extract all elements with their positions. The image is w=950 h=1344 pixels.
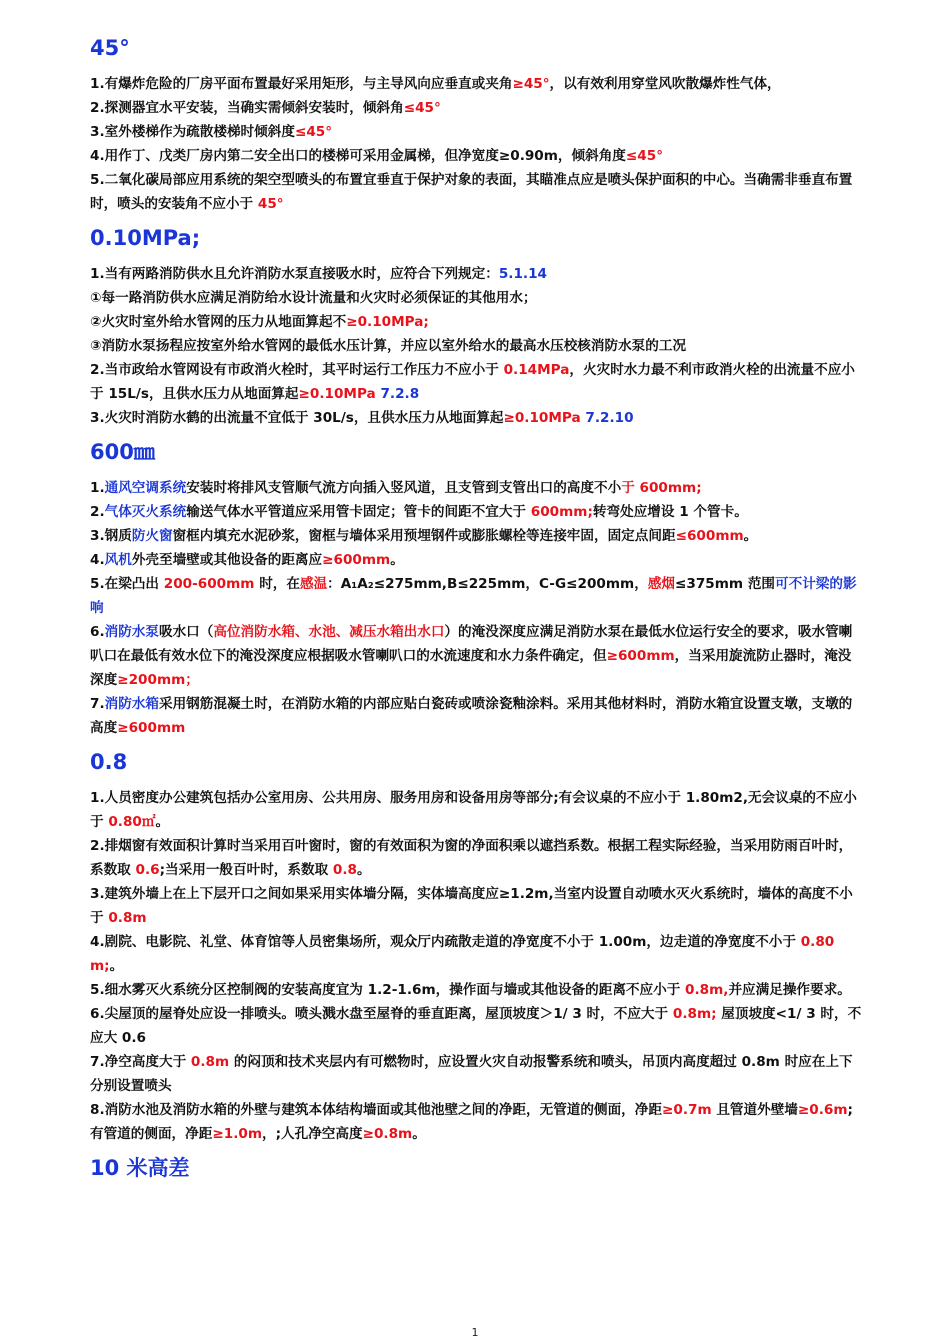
highlight-blue: 消防水箱 <box>104 696 159 712</box>
paragraph <box>90 930 862 978</box>
text-segment: 6.尖屋顶的屋脊处应设一排喷头。喷头溅水盘至屋脊的垂直距离，屋顶坡度＞1/ 3 时，不应大于 <box>90 1006 673 1022</box>
paragraph <box>90 168 862 216</box>
paragraph <box>90 620 862 692</box>
paragraph <box>90 786 862 834</box>
paragraph <box>90 310 862 334</box>
paragraph <box>90 406 862 430</box>
paragraph <box>90 524 862 548</box>
highlight-blue: 7.2.8 <box>375 386 420 402</box>
text-segment: 8.消防水池及消防水箱的外壁与建筑本体结构墙面或其他池壁之间的净距，无管道的侧面，净距 <box>90 1102 662 1118</box>
section-heading: 0.8 <box>90 750 128 774</box>
document-content <box>90 30 862 1192</box>
highlight-red: 0.80㎡ <box>108 814 156 830</box>
paragraph <box>90 1050 862 1098</box>
highlight-red: 0.80m; <box>90 934 835 974</box>
text-segment: 7. <box>90 696 105 712</box>
text-segment: 2.探测器宜水平安装，当确实需倾斜安装时，倾斜角 <box>90 100 404 116</box>
highlight-red: 0.8m <box>108 910 147 926</box>
paragraph <box>90 358 862 406</box>
paragraph <box>90 72 862 96</box>
paragraph <box>90 334 862 358</box>
paragraph <box>90 548 862 572</box>
highlight-red: ≥0.10MPa <box>298 386 376 402</box>
highlight-blue: 气体灭火系统 <box>104 504 187 520</box>
text-segment: 安装时将排风支管顺气流方向插入竖风道，且支管到支管出口的高度不小 <box>186 480 622 496</box>
highlight-red: ≥600mm <box>606 648 675 664</box>
paragraph <box>90 96 862 120</box>
text-segment: 2. <box>90 504 105 520</box>
text-segment: 1.当有两路消防供水且允许消防水泵直接吸水时，应符合下列规定： <box>90 266 499 282</box>
text-segment: 4. <box>90 552 105 568</box>
highlight-red: ≥0.7m <box>661 1102 712 1118</box>
text-segment: 4.剧院、电影院、礼堂、体育馆等人员密集场所，观众厅内疏散走道的净宽度不小于 1.00m，边走道的净宽度不小于 <box>90 934 801 950</box>
text-segment: ，当采用旋流防止器时，淹没深度 <box>90 648 852 688</box>
section <box>90 224 862 430</box>
paragraph <box>90 1002 862 1050</box>
text-segment: 5.在梁凸出 <box>90 576 164 592</box>
highlight-blue: 防火窗 <box>131 528 173 544</box>
highlight-red: ≥1.0m <box>212 1126 262 1142</box>
text-segment: 1.人员密度办公建筑包括办公室用房、公共用房、服务用房和设备用房等部分;有会议桌的不应小于 1.80m2,无会议桌的不应小于 <box>90 790 857 830</box>
text-segment: 3.建筑外墙上在上下层开口之间如果采用实体墙分隔，实体墙高度应≥1.2m,当室内设置自动喷水灭火系统时，墙体的高度不小于 <box>90 886 853 926</box>
highlight-red: ≤45° <box>625 148 664 164</box>
highlight-blue: 消防水泵 <box>104 624 159 640</box>
text-segment: ≤375mm 范围 <box>675 576 776 592</box>
highlight-red: ≤600mm <box>675 528 744 544</box>
highlight-red: 0.8 <box>332 862 357 878</box>
text-segment: 5.二氧化碳局部应用系统的架空型喷头的布置宜垂直于保护对象的表面，其瞄准点应是喷头保护面积的中心。当确需非垂直布置时，喷头的安装角不应小于 <box>90 172 853 212</box>
text-segment: 1. <box>90 480 105 496</box>
paragraph <box>90 692 862 740</box>
highlight-red: ≥0.6m <box>797 1102 848 1118</box>
text-segment: 5.细水雾灭火系统分区控制阀的安装高度宜为 1.2-1.6m，操作面与墙或其他设备的距离不应小于 <box>90 982 686 998</box>
section-heading: 45° <box>90 36 130 60</box>
paragraph <box>90 286 862 310</box>
text-segment: 2.排烟窗有效面积计算时当采用百叶窗时，窗的有效面积为窗的净面积乘以遮挡系数。根据工程实际经验，当采用防雨百叶时，系数取 <box>90 838 853 878</box>
highlight-red: ≥0.10MPa; <box>346 314 429 330</box>
text-segment: 的闷顶和技术夹层内有可燃物时，应设置火灾自动报警系统和喷头，吊顶内高度超过 0.8m 时应在上下分别设置喷头 <box>90 1054 853 1094</box>
highlight-red: 0.14MPa <box>503 362 570 378</box>
highlight-red: ≥0.8m <box>362 1126 413 1142</box>
text-segment: 时，在 <box>254 576 300 592</box>
paragraph <box>90 476 862 500</box>
text-segment: 屋顶坡度<1/ 3 时，不应大 0.6 <box>90 1006 862 1046</box>
text-segment: ①每一路消防供水应满足消防给水设计流量和火灾时必须保证的其他用水； <box>90 290 537 306</box>
text-segment: 吸水口（ <box>159 624 214 640</box>
text-segment: ;有管道的侧面，净距 <box>90 1102 853 1142</box>
text-segment: 。 <box>412 1126 426 1142</box>
text-segment: ，火灾时水力最不利市政消火栓的出流量不应小于 15L/s，且供水压力从地面算起 <box>90 362 855 402</box>
highlight-blue: 5.1.14 <box>498 266 548 282</box>
section-heading: 10 米高差 <box>90 1156 190 1180</box>
text-segment: 转弯处应增设 1 个管卡。 <box>592 504 748 520</box>
section-heading: 0.10MPa; <box>90 226 201 250</box>
highlight-red: 45° <box>257 196 284 212</box>
text-segment: 7.净空高度大于 <box>90 1054 191 1070</box>
paragraph <box>90 500 862 524</box>
highlight-red: ≥600mm <box>117 720 186 736</box>
section-heading: 600㎜ <box>90 440 155 464</box>
highlight-red: 于 600mm; <box>621 480 702 496</box>
text-segment: ：A₁A₂≤275mm,B≤225mm，C-G≤200mm， <box>327 576 648 592</box>
text-segment: 1.有爆炸危险的厂房平面布置最好采用矩形，与主导风向应垂直或夹角 <box>90 76 513 92</box>
text-segment: ，以有效利用穿堂风吹散爆炸性气体， <box>549 76 781 92</box>
highlight-red: 0.6 <box>135 862 160 878</box>
text-segment: 采用钢筋混凝土时，在消防水箱的内部应贴白瓷砖或喷涂瓷釉涂料。采用其他材料时，消防水箱宜设置支墩，支墩的高度 <box>90 696 853 736</box>
text-segment: 6. <box>90 624 105 640</box>
paragraph <box>90 144 862 168</box>
page-number: 1 <box>471 1326 479 1339</box>
section <box>90 34 862 216</box>
highlight-red: ≥200mm； <box>117 672 199 688</box>
paragraph <box>90 1098 862 1146</box>
text-segment: ②火灾时室外给水管网的压力从地面算起不 <box>90 314 347 330</box>
highlight-blue: 通风空调系统 <box>104 480 187 496</box>
text-segment: 外壳至墙壁或其他设备的距离应 <box>131 552 323 568</box>
text-segment: 。 <box>357 862 371 878</box>
text-segment: 。 <box>390 552 404 568</box>
highlight-red: ≥0.10MPa <box>503 410 581 426</box>
section <box>90 748 862 1146</box>
text-segment: 3.火灾时消防水鹤的出流量不宜低于 30L/s，且供水压力从地面算起 <box>90 410 504 426</box>
text-segment: 且管道外壁墙 <box>711 1102 798 1118</box>
highlight-blue: 风机 <box>104 552 132 568</box>
text-segment: ）的淹没深度应满足消防水泵在最低水位运行安全的要求，吸水管喇叭口在最低有效水位下的淹没深度应根据吸水管喇叭口的水流速度和水力条件确定，但 <box>90 624 853 664</box>
paragraph <box>90 834 862 882</box>
text-segment: 4.用作丁、戊类厂房内第二安全出口的楼梯可采用金属梯，但净宽度≥0.90m，倾斜角度 <box>90 148 626 164</box>
highlight-red: ≤45° <box>403 100 441 116</box>
highlight-red: 0.8m; <box>672 1006 717 1022</box>
highlight-blue: 7.2.10 <box>580 410 634 426</box>
section <box>90 1154 862 1182</box>
text-segment: 3.钢质 <box>90 528 132 544</box>
paragraph <box>90 882 862 930</box>
text-segment: 。 <box>109 958 124 974</box>
highlight-red: ≥600mm <box>322 552 391 568</box>
text-segment: 3.室外楼梯作为疏散楼梯时倾斜度 <box>90 124 295 140</box>
paragraph <box>90 572 862 620</box>
text-segment: 窗框内填充水泥砂浆，窗框与墙体采用预埋钢件或膨胀螺栓等连接牢固，固定点间距 <box>172 528 676 544</box>
highlight-red: ≥45° <box>512 76 550 92</box>
highlight-red: 感烟 <box>647 576 675 592</box>
highlight-blue: 可不计梁的影响 <box>90 576 857 616</box>
highlight-red: 高位消防水箱、水池、减压水箱出水口 <box>213 624 445 640</box>
text-segment: 。 <box>155 814 170 830</box>
section <box>90 438 862 740</box>
text-segment: 2.当市政给水管网设有市政消火栓时，其平时运行工作压力不应小于 <box>90 362 504 378</box>
paragraph <box>90 978 862 1002</box>
highlight-red: 600mm; <box>530 504 593 520</box>
highlight-red: 200-600mm <box>163 576 255 592</box>
text-segment: 并应满足操作要求。 <box>728 982 851 998</box>
highlight-red: 0.8m <box>190 1054 230 1070</box>
text-segment: ，;人孔净空高度 <box>261 1126 363 1142</box>
paragraph <box>90 262 862 286</box>
text-segment: 输送气体水平管道应采用管卡固定；管卡的间距不宜大于 <box>186 504 531 520</box>
paragraph <box>90 120 862 144</box>
highlight-red: 感温 <box>299 576 328 592</box>
text-segment: ;当采用一般百叶时，系数取 <box>159 862 333 878</box>
highlight-red: 0.8m, <box>685 982 729 998</box>
text-segment: ③消防水泵扬程应按室外给水管网的最低水压计算，并应以室外给水的最高水压校核消防水泵的工况 <box>90 338 687 354</box>
text-segment: 。 <box>743 528 758 544</box>
highlight-red: ≤45° <box>294 124 333 140</box>
